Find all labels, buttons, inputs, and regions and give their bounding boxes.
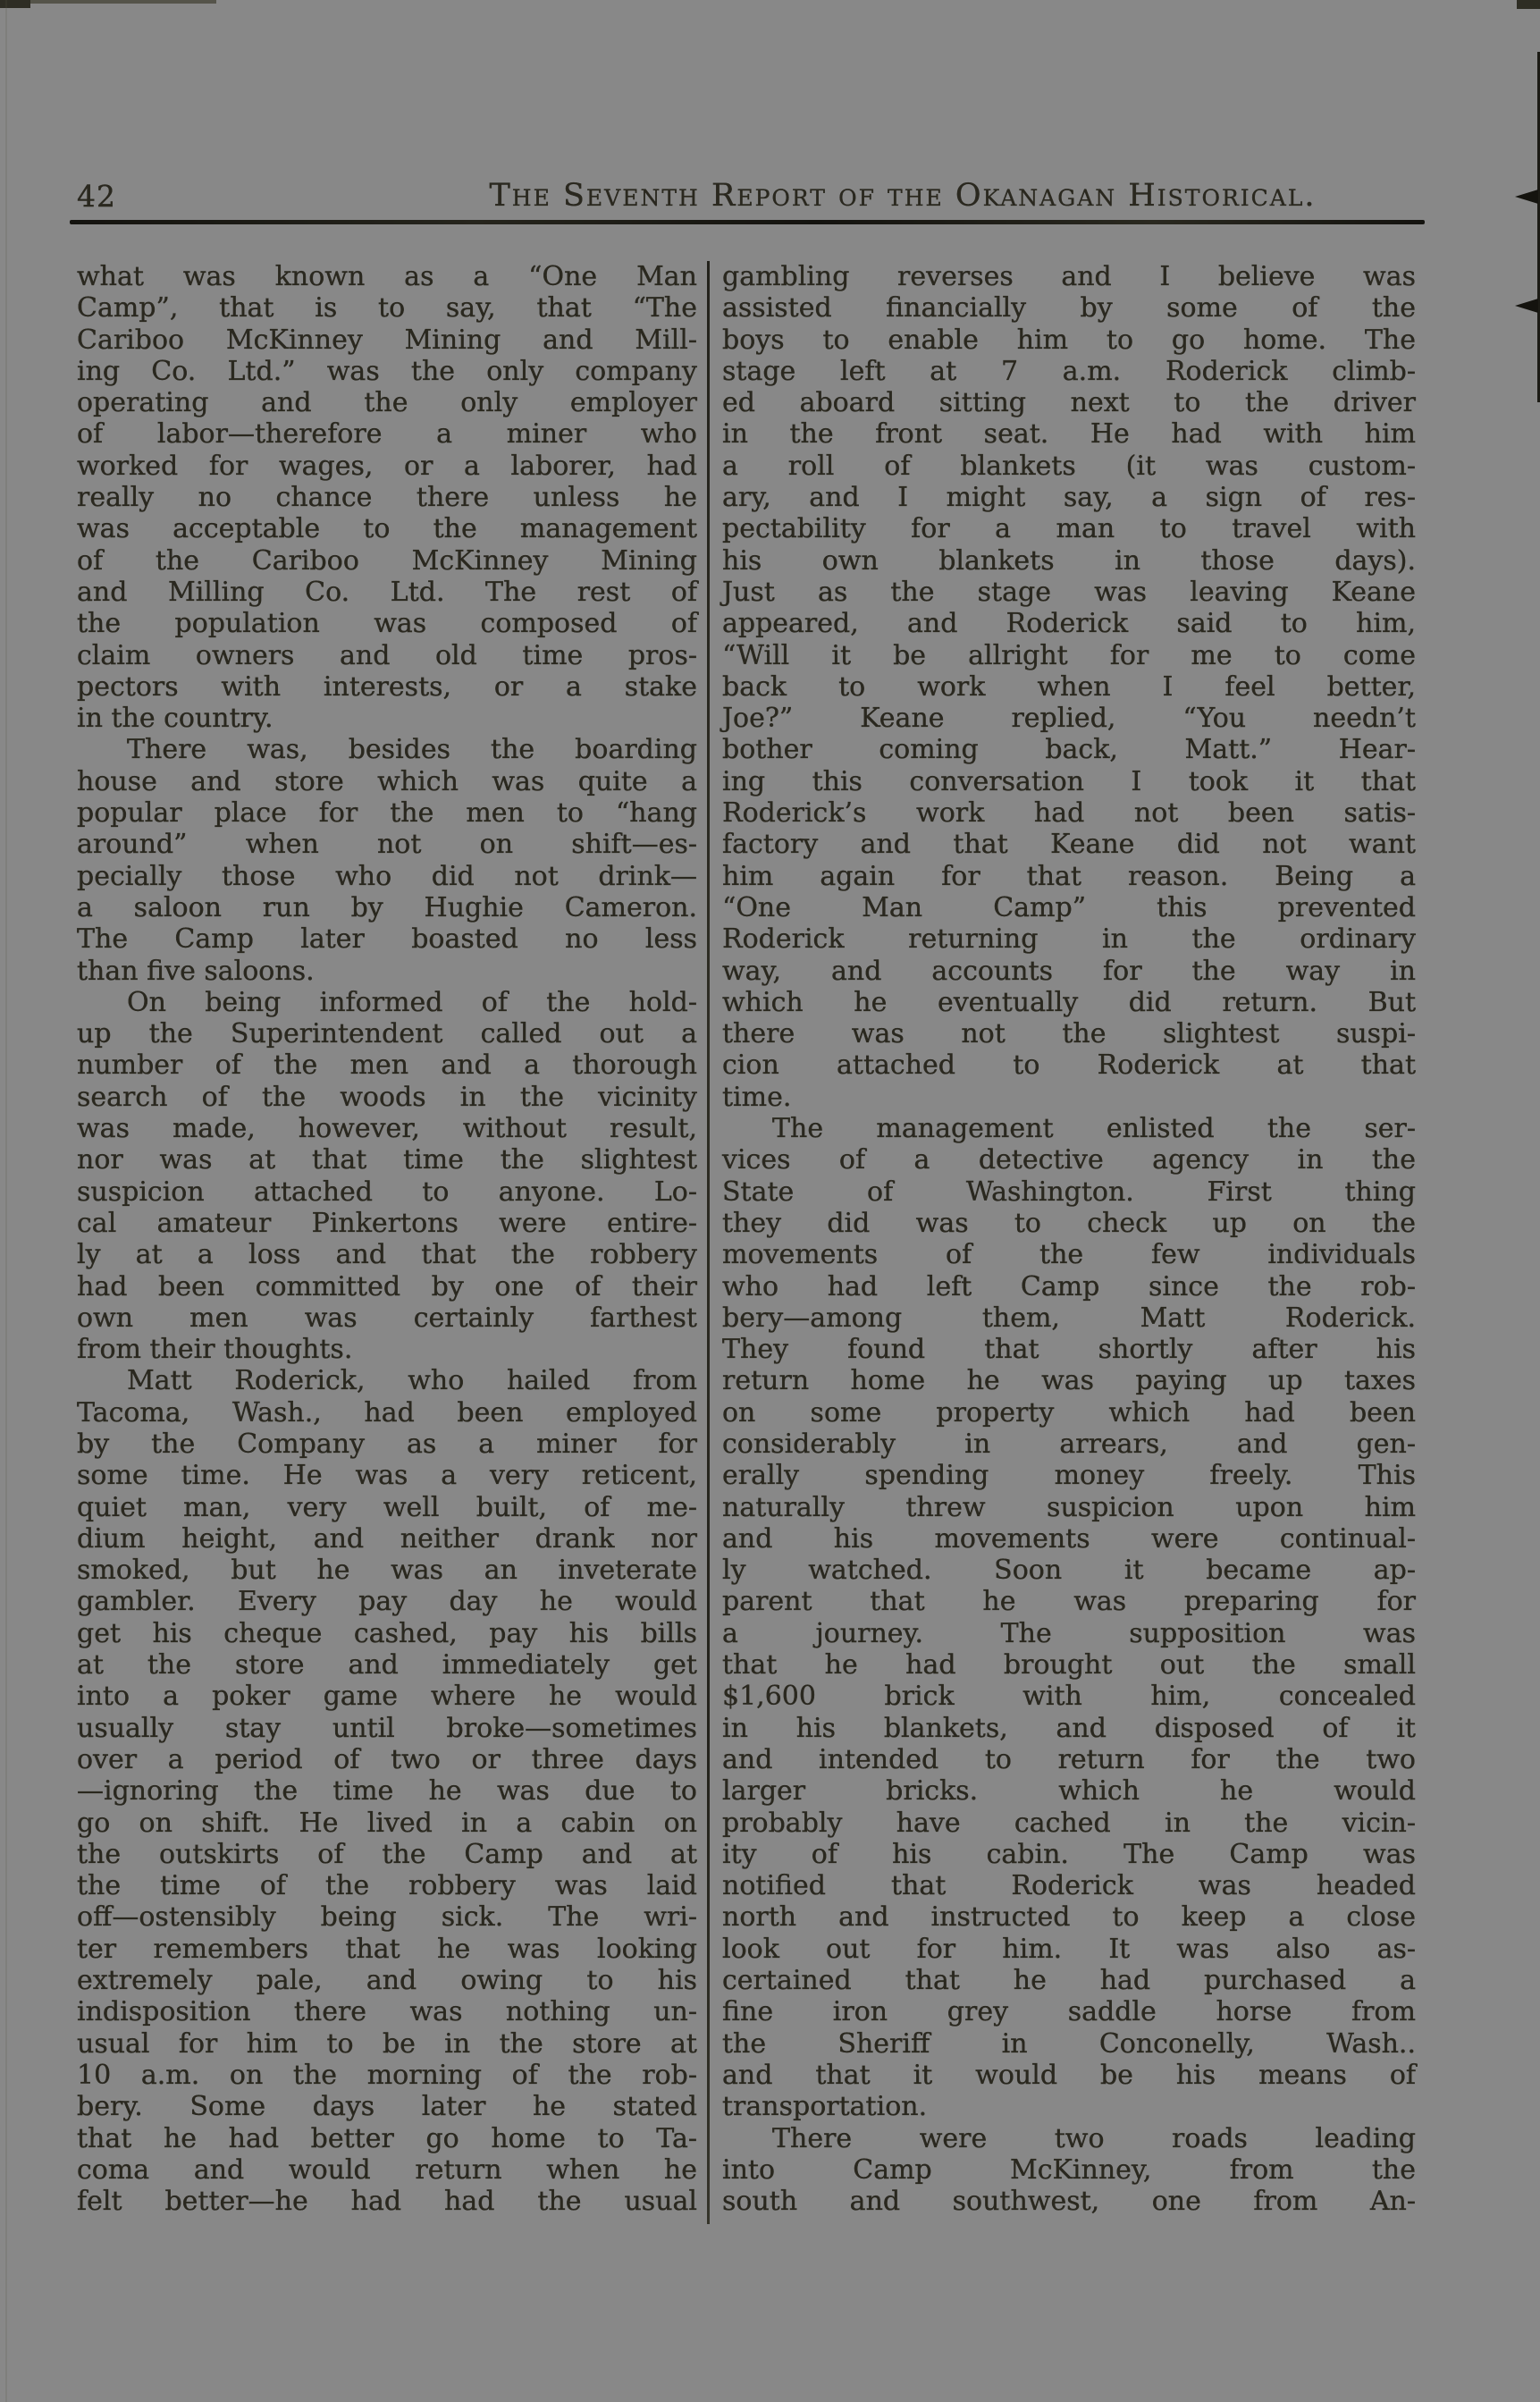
text-line: ary, and I might say, a sign of res- <box>722 482 1416 514</box>
text-line: transportation. <box>722 2091 928 2123</box>
text-line: of labor—therefore a miner who <box>77 418 697 451</box>
text-line: in the country. <box>77 703 273 735</box>
text-line: claim owners and old time pros- <box>77 639 697 671</box>
header-rule <box>70 220 1425 224</box>
text-line: a journey. The supposition was <box>722 1617 1416 1649</box>
text-line: some time. He was a very reticent, <box>77 1460 697 1492</box>
text-line: State of Washington. First thing <box>722 1176 1416 1208</box>
text-line: There was, besides the boarding <box>127 734 697 766</box>
text-line: which he eventually did return. But <box>722 986 1416 1018</box>
text-line: worked for wages, or a laborer, had <box>77 450 697 482</box>
text-line: Roderick returning in the ordinary <box>722 923 1416 956</box>
text-line: bery—among them, Matt Roderick. <box>722 1302 1416 1334</box>
text-line: around” when not on shift—es- <box>77 829 697 861</box>
text-line: the population was composed of <box>77 608 697 640</box>
text-line: stage left at 7 a.m. Roderick climb- <box>722 355 1416 387</box>
text-line: suspicion attached to anyone. Lo- <box>77 1176 697 1208</box>
text-line: who had left Camp since the rob- <box>722 1270 1416 1302</box>
text-line: ing Co. Ltd.” was the only company <box>77 355 697 387</box>
text-line: ter remembers that he was looking <box>77 1933 697 1965</box>
text-line: coma and would return when he <box>77 2153 697 2186</box>
text-line: what was known as a “One Man <box>77 261 697 292</box>
text-line: vices of a detective agency in the <box>722 1144 1416 1176</box>
text-line: search of the woods in the vicinity <box>77 1081 697 1113</box>
text-line: extremely pale, and owing to his <box>77 1965 697 1997</box>
text-line: dium height, and neither drank nor <box>77 1522 697 1555</box>
text-line: usual for him to be in the store at <box>77 2027 697 2060</box>
text-line: had been committed by one of their <box>77 1270 697 1302</box>
text-line: the Sheriff in Conconelly, Wash.. <box>722 2027 1416 2060</box>
text-line: gambling reverses and I believe was <box>722 261 1416 292</box>
text-line: him again for that reason. Being a <box>722 860 1416 892</box>
margin-arrow-mark-2 <box>1515 299 1538 313</box>
text-line: 10 a.m. on the morning of the rob- <box>77 2059 697 2091</box>
text-line: ing this conversation I took it that <box>722 765 1416 797</box>
text-line: and Milling Co. Ltd. The rest of <box>77 576 697 608</box>
text-line: “Will it be allright for me to come <box>722 639 1416 671</box>
text-line: popular place for the men to “hang <box>77 797 697 830</box>
text-line: was acceptable to the management <box>77 513 697 545</box>
text-line: erally spending money freely. This <box>722 1460 1416 1492</box>
text-line: movements of the few individuals <box>722 1239 1416 1271</box>
page-gutter-crease <box>5 0 7 2402</box>
text-line: his own blankets in those days). <box>722 544 1416 577</box>
text-line: ly at a loss and that the robbery <box>77 1239 697 1271</box>
text-line: and that it would be his means of <box>722 2059 1416 2091</box>
text-line: the outskirts of the Camp and at <box>77 1838 697 1870</box>
text-line: of the Cariboo McKinney Mining <box>77 544 697 577</box>
right-column <box>722 261 1416 2217</box>
text-line: that he had brought out the small <box>722 1649 1416 1681</box>
text-line: into a poker game where he would <box>77 1681 697 1713</box>
text-line: Roderick’s work had not been satis- <box>722 797 1416 830</box>
text-line: ity of his cabin. The Camp was <box>722 1838 1416 1870</box>
text-line: Just as the stage was leaving Keane <box>722 576 1416 608</box>
text-line: smoked, but he was an inveterate <box>77 1555 697 1587</box>
text-line: —ignoring the time he was due to <box>77 1775 697 1808</box>
page-number: 42 <box>77 179 116 214</box>
text-line: usually stay until broke—sometimes <box>77 1712 697 1744</box>
text-line: certained that he had purchased a <box>722 1965 1416 1997</box>
text-line: at the store and immediately get <box>77 1649 697 1681</box>
text-line: number of the men and a thorough <box>77 1049 697 1082</box>
text-line: a roll of blankets (it was custom- <box>722 450 1416 482</box>
text-line: over a period of two or three days <box>77 1743 697 1775</box>
text-line: Camp”, that is to say, that “The <box>77 292 697 324</box>
text-line: in the front seat. He had with him <box>722 418 1416 451</box>
text-line: way, and accounts for the way in <box>722 955 1416 987</box>
text-line: go on shift. He lived in a cabin on <box>77 1807 697 1839</box>
text-line: look out for him. It was also as- <box>722 1933 1416 1965</box>
text-line: Joe?” Keane replied, “You needn’t <box>722 703 1416 735</box>
text-line: quiet man, very well built, of me- <box>77 1491 697 1523</box>
text-line: into Camp McKinney, from the <box>722 2153 1416 2186</box>
text-line: than five saloons. <box>77 955 315 987</box>
scan-edge-mark-top <box>0 0 216 4</box>
text-line: that he had better go home to Ta- <box>77 2122 697 2154</box>
text-line: time. <box>722 1081 792 1113</box>
text-line: there was not the slightest suspi- <box>722 1018 1416 1050</box>
text-line: “One Man Camp” this prevented <box>722 891 1416 923</box>
text-line: gambler. Every pay day he would <box>77 1586 697 1618</box>
left-column <box>77 261 697 2217</box>
text-line: was made, however, without result, <box>77 1113 697 1145</box>
text-line: The Camp later boasted no less <box>77 923 697 956</box>
text-line: house and store which was quite a <box>77 765 697 797</box>
text-line: bother coming back, Matt.” Hear- <box>722 734 1416 766</box>
margin-arrow-mark-1 <box>1515 190 1538 204</box>
text-line: own men was certainly farthest <box>77 1302 697 1334</box>
text-line: back to work when I feel better, <box>722 670 1416 703</box>
text-line: pectors with interests, or a stake <box>77 670 697 703</box>
text-line: $1,600 brick with him, concealed <box>722 1681 1416 1713</box>
column-divider-rule <box>707 261 710 2224</box>
text-line: ed aboard sitting next to the driver <box>722 387 1416 419</box>
text-line: Matt Roderick, who hailed from <box>127 1365 697 1397</box>
text-line: pecially those who did not drink— <box>77 860 697 892</box>
text-line: The management enlisted the ser- <box>772 1113 1416 1145</box>
text-line: factory and that Keane did not want <box>722 829 1416 861</box>
text-line: and intended to return for the two <box>722 1743 1416 1775</box>
text-line: considerably in arrears, and gen- <box>722 1428 1416 1460</box>
text-line: really no chance there unless he <box>77 482 697 514</box>
text-line: get his cheque cashed, pay his bills <box>77 1617 697 1649</box>
text-line: larger bricks. which he would <box>722 1775 1416 1808</box>
text-line: on some property which had been <box>722 1396 1416 1429</box>
text-line: indisposition there was nothing un- <box>77 1996 697 2028</box>
text-line: the time of the robbery was laid <box>77 1870 697 1902</box>
text-line: nor was at that time the slightest <box>77 1144 697 1176</box>
text-line: from their thoughts. <box>77 1334 353 1366</box>
text-line: a saloon run by Hughie Cameron. <box>77 891 697 923</box>
text-line: Cariboo McKinney Mining and Mill- <box>77 324 697 356</box>
text-line: cal amateur Pinkertons were entire- <box>77 1207 697 1239</box>
text-line: up the Superintendent called out a <box>77 1018 697 1050</box>
text-line: return home he was paying up taxes <box>722 1365 1416 1397</box>
text-line: north and instructed to keep a close <box>722 1901 1416 1934</box>
text-line: There were two roads leading <box>772 2122 1416 2154</box>
text-line: parent that he was preparing for <box>722 1586 1416 1618</box>
scan-corner-mark-right <box>1517 0 1540 9</box>
text-line: On being informed of the hold- <box>127 986 697 1018</box>
text-line: boys to enable him to go home. The <box>722 324 1416 356</box>
text-line: ly watched. Soon it became ap- <box>722 1555 1416 1587</box>
text-line: naturally threw suspicion upon him <box>722 1491 1416 1523</box>
text-line: in his blankets, and disposed of it <box>722 1712 1416 1744</box>
text-line: notified that Roderick was headed <box>722 1870 1416 1902</box>
text-line: bery. Some days later he stated <box>77 2091 697 2123</box>
text-line: assisted financially by some of the <box>722 292 1416 324</box>
running-title: The Seventh Report of the Okanagan Historical. <box>489 178 1317 214</box>
text-line: Tacoma, Wash., had been employed <box>77 1396 697 1429</box>
text-line: pectability for a man to travel with <box>722 513 1416 545</box>
text-line: probably have cached in the vicin- <box>722 1807 1416 1839</box>
text-line: fine iron grey saddle horse from <box>722 1996 1416 2028</box>
text-line: operating and the only employer <box>77 387 697 419</box>
text-line: south and southwest, one from An- <box>722 2186 1416 2218</box>
text-line: and his movements were continual- <box>722 1522 1416 1555</box>
text-line: They found that shortly after his <box>722 1334 1416 1366</box>
text-line: felt better—he had had the usual <box>77 2186 697 2218</box>
text-line: they did was to check up on the <box>722 1207 1416 1239</box>
text-line: by the Company as a miner for <box>77 1428 697 1460</box>
text-line: appeared, and Roderick said to him, <box>722 608 1416 640</box>
text-line: off—ostensibly being sick. The wri- <box>77 1901 697 1934</box>
text-line: cion attached to Roderick at that <box>722 1049 1416 1082</box>
